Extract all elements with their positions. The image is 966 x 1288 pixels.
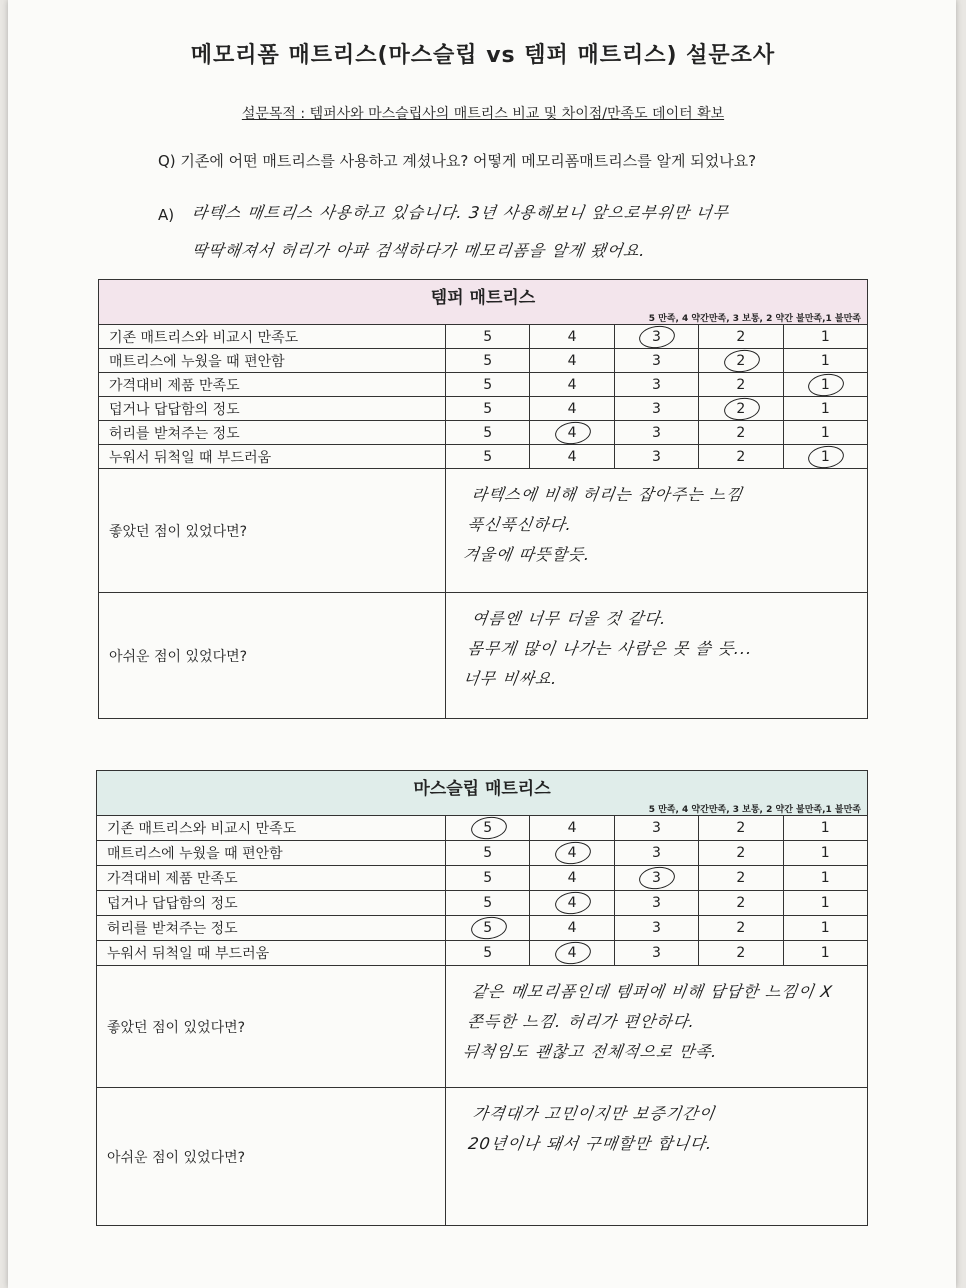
rating-label: 가격대비 제품 만족도 <box>97 866 446 891</box>
rating-value: 5 <box>483 424 493 441</box>
rating-value: 5 <box>483 448 493 465</box>
rating-value: 3 <box>652 448 661 465</box>
answer-line: 가격대가 고민이지만 보증기간이 <box>470 1103 717 1122</box>
rating-value: 1 <box>820 870 830 886</box>
answer-label: A) <box>158 206 175 224</box>
rating-row <box>97 916 868 941</box>
rating-value: 1 <box>820 845 830 861</box>
rating-label: 가격대비 제품 만족도 <box>99 373 446 397</box>
massleep-survey-table <box>96 770 868 1226</box>
rating-value: 1 <box>820 352 830 369</box>
rating-option-4[interactable] <box>530 841 614 866</box>
rating-option-4[interactable] <box>530 373 614 397</box>
table-title: 템퍼 매트리스 <box>99 280 868 311</box>
rating-option-3[interactable] <box>614 816 698 841</box>
rating-option-2[interactable] <box>699 421 783 445</box>
rating-option-4[interactable] <box>530 349 614 373</box>
rating-value: 5 <box>483 845 493 861</box>
rating-row <box>99 421 868 445</box>
rating-value: 4 <box>567 352 577 369</box>
rating-label: 기존 매트리스와 비교시 만족도 <box>97 816 446 841</box>
answer-line: 너무 비싸요. <box>461 668 559 687</box>
rating-option-2[interactable] <box>699 916 783 941</box>
rating-option-5[interactable] <box>446 445 530 469</box>
rating-value: 2 <box>736 945 746 961</box>
rating-option-1[interactable] <box>783 349 867 373</box>
rating-value: 1 <box>820 895 830 911</box>
rating-option-1[interactable] <box>783 373 867 397</box>
rating-row <box>97 866 868 891</box>
rating-option-2[interactable] <box>699 373 783 397</box>
rating-row <box>99 373 868 397</box>
rating-option-2[interactable] <box>699 445 783 469</box>
rating-value: 5 <box>483 400 493 417</box>
rating-option-5[interactable] <box>446 866 530 891</box>
rating-option-4[interactable] <box>530 445 614 469</box>
question-text: Q) 기존에 어떤 매트리스를 사용하고 계셨나요? 어떻게 메모리폼매트리스를 알게 되었나요? <box>158 152 757 170</box>
selected-rating-mark: 4 <box>567 895 577 911</box>
rating-option-2[interactable] <box>699 941 783 966</box>
answer-line: 푹신푹신하다. <box>465 514 574 533</box>
rating-row <box>99 397 868 421</box>
rating-option-5[interactable] <box>446 349 530 373</box>
rating-option-5[interactable] <box>446 916 530 941</box>
rating-row <box>99 325 868 349</box>
rating-option-4[interactable] <box>530 421 614 445</box>
rating-value: 2 <box>736 448 746 465</box>
rating-label: 덥거나 답답함의 정도 <box>99 397 446 421</box>
rating-value: 5 <box>483 328 493 345</box>
good-points-answer[interactable] <box>437 469 876 593</box>
rating-option-1[interactable] <box>783 866 868 891</box>
rating-option-3[interactable] <box>614 891 698 916</box>
rating-option-4[interactable] <box>530 891 614 916</box>
rating-option-3[interactable] <box>614 421 698 445</box>
rating-option-5[interactable] <box>446 841 530 866</box>
rating-option-1[interactable] <box>783 841 868 866</box>
rating-option-4[interactable] <box>530 866 614 891</box>
good-points-answer[interactable] <box>437 966 876 1088</box>
answer-line: 쫀득한 느낌. 허리가 편안하다. <box>465 1011 697 1030</box>
rating-option-3[interactable] <box>614 445 698 469</box>
rating-row <box>99 445 868 469</box>
rating-value: 2 <box>736 376 746 393</box>
table-title: 마스슬립 매트리스 <box>97 771 868 802</box>
rating-value: 4 <box>567 328 577 345</box>
answer-line: 라텍스에 비해 허리는 잡아주는 느낌 <box>469 484 744 503</box>
rating-value: 1 <box>820 328 830 345</box>
good-points-question: 좋았던 점이 있었다면? <box>97 966 446 1088</box>
selected-rating-mark: 2 <box>736 352 746 369</box>
rating-option-5[interactable] <box>446 816 530 841</box>
bad-points-answer[interactable] <box>436 1088 877 1226</box>
rating-value: 4 <box>567 820 577 836</box>
selected-rating-mark: 5 <box>483 820 493 836</box>
rating-option-4[interactable] <box>530 325 614 349</box>
rating-value: 2 <box>736 820 746 836</box>
selected-rating-mark: 1 <box>820 448 830 465</box>
rating-row <box>99 349 868 373</box>
rating-option-5[interactable] <box>446 891 530 916</box>
rating-option-2[interactable] <box>699 349 783 373</box>
rating-option-1[interactable] <box>783 916 868 941</box>
survey-title: 메모리폼 매트리스(마스슬립 vs 템퍼 매트리스) 설문조사 <box>190 43 776 68</box>
rating-value: 2 <box>736 920 746 936</box>
good-points-question: 좋았던 점이 있었다면? <box>99 469 446 593</box>
rating-value: 3 <box>651 945 661 961</box>
rating-label: 덥거나 답답함의 정도 <box>97 891 446 916</box>
rating-value: 3 <box>652 400 661 417</box>
rating-value: 1 <box>820 820 830 836</box>
rating-option-4[interactable] <box>530 941 614 966</box>
rating-label: 허리를 받쳐주는 정도 <box>97 916 446 941</box>
rating-value: 5 <box>483 376 493 393</box>
rating-label: 기존 매트리스와 비교시 만족도 <box>99 325 446 349</box>
rating-label: 누워서 뒤척일 때 부드러움 <box>97 941 446 966</box>
rating-value: 1 <box>820 424 830 441</box>
rating-value: 4 <box>567 376 577 393</box>
rating-value: 2 <box>736 845 746 861</box>
rating-option-3[interactable] <box>614 325 698 349</box>
answer-line: 20년이나 돼서 구매할만 합니다. <box>466 1133 714 1152</box>
rating-option-1[interactable] <box>783 397 867 421</box>
rating-option-3[interactable] <box>614 349 698 373</box>
selected-rating-mark: 5 <box>483 920 493 936</box>
rating-option-3[interactable] <box>614 373 698 397</box>
rating-row <box>97 841 868 866</box>
rating-option-1[interactable] <box>783 445 867 469</box>
rating-value: 3 <box>652 424 661 441</box>
rating-option-1[interactable] <box>783 816 868 841</box>
rating-option-2[interactable] <box>699 841 783 866</box>
tempur-survey-table <box>98 279 868 719</box>
rating-label: 누워서 뒤척일 때 부드러움 <box>99 445 446 469</box>
rating-value: 5 <box>483 945 493 961</box>
rating-row <box>97 816 868 841</box>
rating-value: 5 <box>483 870 493 886</box>
rating-option-4[interactable] <box>530 397 614 421</box>
selected-rating-mark: 4 <box>567 845 577 861</box>
rating-option-3[interactable] <box>614 841 698 866</box>
answer-line: 같은 메모리폼인데 템퍼에 비해 답답한 느낌이 X <box>469 981 834 1000</box>
rating-label: 허리를 받쳐주는 정도 <box>99 421 446 445</box>
rating-option-5[interactable] <box>446 397 530 421</box>
rating-value: 4 <box>567 448 577 465</box>
rating-option-2[interactable] <box>699 397 783 421</box>
selected-rating-mark: 3 <box>651 870 661 886</box>
rating-option-5[interactable] <box>446 941 530 966</box>
bad-points-question: 아쉬운 점이 있었다면? <box>97 1088 446 1226</box>
answer-line: 라텍스 매트리스 사용하고 있습니다. 3년 사용해보니 앞으로부위만 너무 <box>190 203 731 222</box>
answer-line: 딱딱해져서 허리가 아파 검색하다가 메모리폼을 알게 됐어요. <box>190 241 648 260</box>
selected-rating-mark: 1 <box>820 376 830 393</box>
selected-rating-mark: 2 <box>736 400 746 417</box>
rating-value: 3 <box>651 845 661 861</box>
rating-option-2[interactable] <box>699 816 783 841</box>
rating-value: 2 <box>736 328 746 345</box>
rating-value: 3 <box>652 376 661 393</box>
rating-value: 4 <box>567 400 577 417</box>
rating-option-2[interactable] <box>699 891 783 916</box>
rating-option-3[interactable] <box>614 941 698 966</box>
rating-option-5[interactable] <box>446 373 530 397</box>
rating-value: 3 <box>651 820 661 836</box>
rating-value: 2 <box>736 870 746 886</box>
bad-points-question: 아쉬운 점이 있었다면? <box>99 593 446 719</box>
selected-rating-mark: 4 <box>567 945 577 961</box>
answer-line: 겨울에 따뜻할듯. <box>461 544 592 563</box>
scale-legend: 5 만족, 4 약간만족, 3 보통, 2 약간 불만족,1 불만족 <box>99 310 868 325</box>
rating-option-1[interactable] <box>783 941 868 966</box>
rating-option-4[interactable] <box>530 916 614 941</box>
selected-rating-mark: 4 <box>567 424 577 441</box>
rating-value: 1 <box>820 400 830 417</box>
rating-value: 3 <box>651 895 661 911</box>
selected-rating-mark: 3 <box>652 328 661 345</box>
rating-value: 2 <box>736 424 746 441</box>
answer-line: 뒤척임도 괜찮고 전체적으로 만족. <box>461 1041 719 1060</box>
answer-line: 여름엔 너무 더울 것 같다. <box>470 608 668 627</box>
rating-option-2[interactable] <box>699 325 783 349</box>
bad-points-answer[interactable] <box>437 593 877 719</box>
scale-legend: 5 만족, 4 약간만족, 3 보통, 2 약간 불만족,1 불만족 <box>97 801 868 816</box>
rating-value: 4 <box>567 870 577 886</box>
rating-label: 매트리스에 누웠을 때 편안함 <box>99 349 446 373</box>
rating-option-5[interactable] <box>446 421 530 445</box>
rating-value: 2 <box>736 895 746 911</box>
rating-option-5[interactable] <box>446 325 530 349</box>
rating-option-4[interactable] <box>530 816 614 841</box>
rating-value: 1 <box>820 920 830 936</box>
survey-purpose: 설문목적 : 템퍼사와 마스슬립사의 매트리스 비교 및 차이점/만족도 데이터 확보 <box>241 106 725 122</box>
rating-value: 5 <box>483 895 493 911</box>
rating-option-1[interactable] <box>783 325 867 349</box>
rating-option-3[interactable] <box>614 916 698 941</box>
rating-value: 4 <box>567 920 577 936</box>
rating-value: 5 <box>483 352 493 369</box>
rating-option-1[interactable] <box>783 891 868 916</box>
rating-option-3[interactable] <box>614 866 698 891</box>
rating-row <box>97 941 868 966</box>
rating-row <box>97 891 868 916</box>
rating-option-3[interactable] <box>614 397 698 421</box>
rating-option-2[interactable] <box>699 866 783 891</box>
rating-value: 3 <box>652 352 661 369</box>
rating-value: 3 <box>651 920 661 936</box>
rating-option-1[interactable] <box>783 421 867 445</box>
rating-label: 매트리스에 누웠을 때 편안함 <box>97 841 446 866</box>
answer-line: 몸무게 많이 나가는 사람은 못 쓸 듯... <box>465 638 754 657</box>
rating-value: 1 <box>820 945 830 961</box>
